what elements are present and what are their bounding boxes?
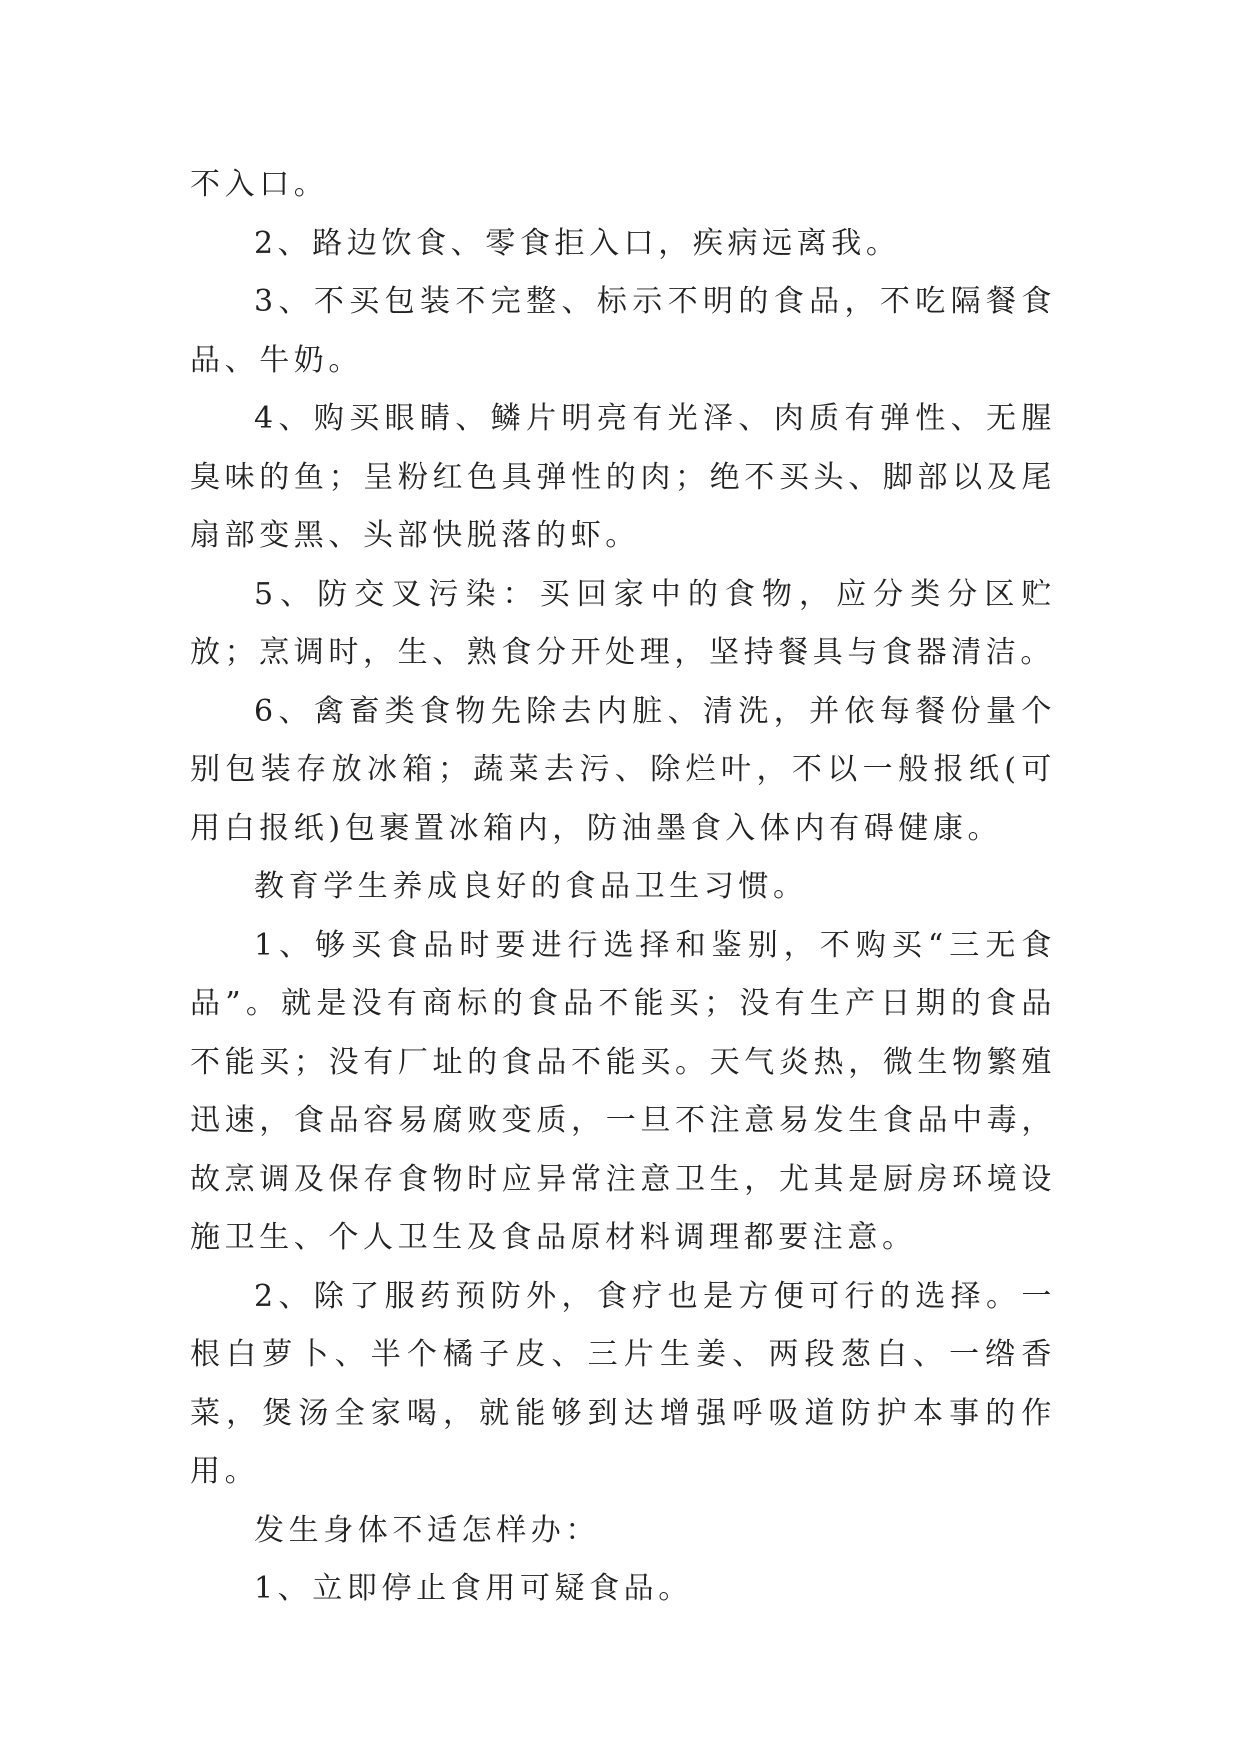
paragraph-item-5: 5、防交叉污染：买回家中的食物，应分类分区贮放；烹调时，生、熟食分开处理，坚持餐具与食器清洁。	[190, 576, 1056, 670]
paragraph-item-4: 4、购买眼睛、鳞片明亮有光泽、肉质有弹性、无腥臭味的鱼；呈粉红色具弹性的肉；绝不买头、脚部以及尾扇部变黑、头部快脱落的虾。	[190, 401, 1056, 553]
section-heading-discomfort: 发生身体不适怎样办：	[254, 1512, 600, 1548]
paragraph-item-2: 2、路边饮食、零食拒入口，疾病远离我。	[254, 225, 901, 261]
paragraph-discomfort-1: 1、立即停止食用可疑食品。	[254, 1571, 693, 1606]
paragraph-habit-1: 1、够买食品时要进行选择和鉴别，不购买“三无食品”。就是没有商标的食品不能买；没有生产日期的食品不能买；没有厂址的食品不能买。天气炎热，微生物繁殖迅速，食品容易腐败变质，一旦不注意易发生食品中毒，故烹调及保存食物时应异常注意卫生，尤其是厨房环境设施卫生、个人卫生及食品原材料调理都要注意。	[190, 927, 1056, 1255]
paragraph-item-3: 3、不买包装不完整、标示不明的食品，不吃隔餐食品、牛奶。	[190, 284, 1056, 378]
paragraph-continuation: 不入口。	[190, 167, 329, 202]
document-page	[190, 156, 1056, 1619]
section-heading-hygiene-habits: 教育学生养成良好的食品卫生习惯。	[254, 869, 808, 904]
paragraph-habit-2: 2、除了服药预防外，食疗也是方便可行的选择。一根白萝卜、半个橘子皮、三片生姜、两段葱白、一绺香菜，煲汤全家喝，就能够到达增强呼吸道防护本事的作用。	[190, 1278, 1056, 1489]
paragraph-item-6: 6、禽畜类食物先除去内脏、清洗，并依每餐份量个别包装存放冰箱；蔬菜去污、除烂叶，不以一般报纸(可用白报纸)包裹置冰箱内，防油墨食入体内有碍健康。	[190, 693, 1056, 846]
